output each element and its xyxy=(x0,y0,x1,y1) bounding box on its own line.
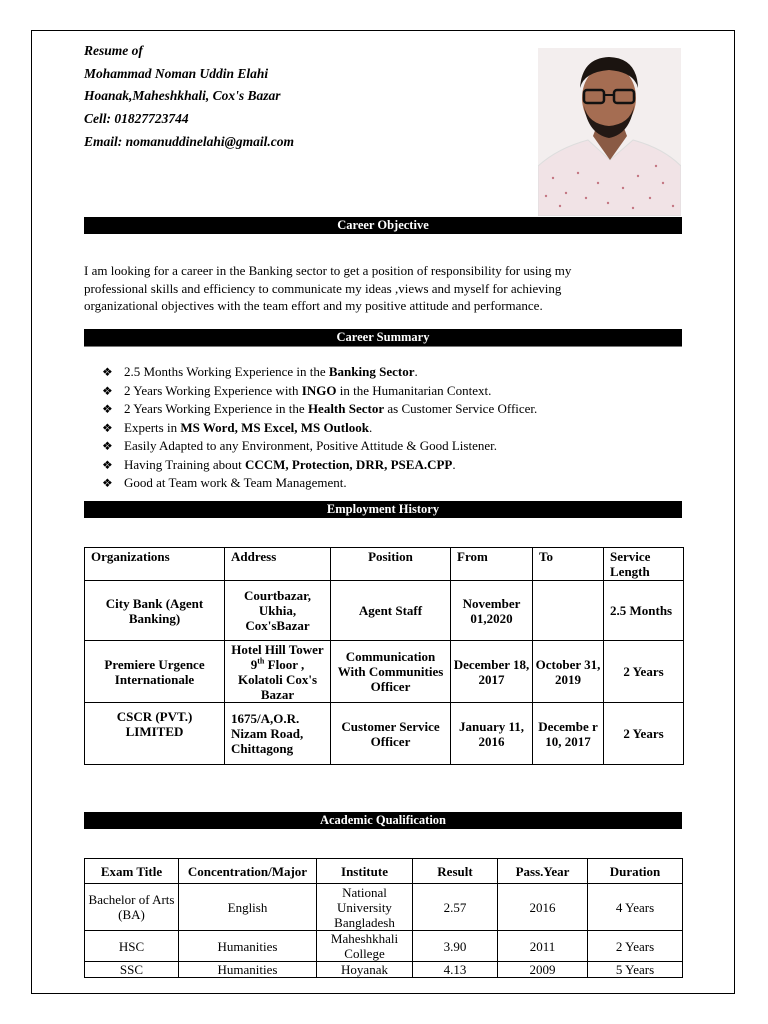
table-row xyxy=(85,962,683,978)
candidate-email: Email: nomanuddinelahi@gmail.com xyxy=(84,134,295,149)
objective-line: I am looking for a career in the Banking sector to get a position of responsibility for using my xyxy=(84,263,572,278)
diamond-bullet-icon: ❖ xyxy=(102,383,113,398)
career-summary-heading: Career Summary xyxy=(84,329,682,347)
objective-line: professional skills and efficiency to communicate my ideas ,views and myself for achieving xyxy=(84,280,562,296)
table-row xyxy=(85,703,684,765)
to-cell: Decembe r 10, 2017 xyxy=(533,703,604,765)
organization-cell: City Bank (Agent Banking) xyxy=(85,581,225,641)
career-objective-text xyxy=(84,262,684,315)
major-cell: Humanities xyxy=(179,931,317,962)
column-header: Exam Title xyxy=(85,859,179,884)
institute-cell: Hoyanak xyxy=(317,962,413,978)
column-header: Institute xyxy=(317,859,413,884)
organization-cell: CSCR (PVT.) LIMITED xyxy=(85,703,225,765)
position-cell: Communication With Communities Officer xyxy=(331,641,451,703)
address-cell: Courtbazar, Ukhia, Cox'sBazar xyxy=(225,581,331,641)
column-header: Address xyxy=(225,548,331,581)
column-header: Service Length xyxy=(604,548,684,581)
column-header: Duration xyxy=(588,859,683,884)
table-row xyxy=(85,581,684,641)
resume-of-label: Resume of xyxy=(84,43,143,58)
length-cell: 2.5 Months xyxy=(604,581,684,641)
diamond-bullet-icon: ❖ xyxy=(102,365,113,379)
duration-cell: 5 Years xyxy=(588,962,683,978)
summary-item: ❖ 2.5 Months Working Experience in the Banking Sector. xyxy=(102,363,537,382)
diamond-bullet-icon: ❖ xyxy=(102,439,113,453)
column-header: From xyxy=(451,548,533,581)
diamond-bullet-icon: ❖ xyxy=(102,476,113,490)
candidate-name: Mohammad Noman Uddin Elahi xyxy=(84,66,269,81)
major-cell: English xyxy=(179,884,317,931)
length-cell: 2 Years xyxy=(604,703,684,765)
year-cell: 2016 xyxy=(498,884,588,931)
column-header: Position xyxy=(331,548,451,581)
result-cell: 2.57 xyxy=(413,884,498,931)
diamond-bullet-icon: ❖ xyxy=(102,402,113,416)
exam-cell: Bachelor of Arts (BA) xyxy=(85,884,179,931)
summary-item: ❖ 2 Years Working Experience with INGO in the Humanitarian Context. xyxy=(102,382,537,401)
table-header-row xyxy=(85,548,684,581)
column-header: Concentration/Major xyxy=(179,859,317,884)
address-cell: 1675/A,O.R. Nizam Road, Chittagong xyxy=(225,703,331,765)
address-cell: Hotel Hill Tower 9th Floor , Kolatoli Cox's Bazar xyxy=(225,641,331,703)
position-cell: Agent Staff xyxy=(331,581,451,641)
summary-item: ❖ Experts in MS Word, MS Excel, MS Outlook. xyxy=(102,419,537,438)
employment-table xyxy=(84,547,684,765)
duration-cell: 4 Years xyxy=(588,884,683,931)
candidate-cell: Cell: 01827723744 xyxy=(84,111,189,126)
summary-item: ❖ 2 Years Working Experience in the Health Sector as Customer Service Officer. xyxy=(102,400,537,419)
column-header: Pass.Year xyxy=(498,859,588,884)
summary-item: ❖ Good at Team work & Team Management. xyxy=(102,474,537,493)
profile-photo xyxy=(538,48,681,216)
length-cell: 2 Years xyxy=(604,641,684,703)
from-cell: November 01,2020 xyxy=(451,581,533,641)
academic-table xyxy=(84,858,683,978)
year-cell: 2009 xyxy=(498,962,588,978)
diamond-bullet-icon: ❖ xyxy=(102,420,113,435)
table-header-row xyxy=(85,859,683,884)
objective-line: organizational objectives with the team effort and my positive attitude and performance. xyxy=(84,298,543,313)
column-header: Organizations xyxy=(85,548,225,581)
table-row xyxy=(85,641,684,703)
institute-cell: National University Bangladesh xyxy=(317,884,413,931)
institute-cell: Maheshkhali College xyxy=(317,931,413,962)
employment-history-heading: Employment History xyxy=(84,501,682,518)
column-header: Result xyxy=(413,859,498,884)
candidate-address: Hoanak,Maheshkhali, Cox's Bazar xyxy=(84,88,281,103)
career-objective-heading: Career Objective xyxy=(84,217,682,234)
duration-cell: 2 Years xyxy=(588,931,683,962)
position-cell: Customer Service Officer xyxy=(331,703,451,765)
table-row xyxy=(85,884,683,931)
diamond-bullet-icon: ❖ xyxy=(102,457,113,472)
organization-cell: Premiere Urgence Internationale xyxy=(85,641,225,703)
exam-cell: SSC xyxy=(85,962,179,978)
major-cell: Humanities xyxy=(179,962,317,978)
to-cell xyxy=(533,581,604,641)
career-summary-list xyxy=(102,363,537,493)
column-header: To xyxy=(533,548,604,581)
summary-item: ❖ Having Training about CCCM, Protection, DRR, PSEA.CPP. xyxy=(102,456,537,475)
result-cell: 4.13 xyxy=(413,962,498,978)
to-cell: October 31, 2019 xyxy=(533,641,604,703)
summary-item: ❖ Easily Adapted to any Environment, Positive Attitude & Good Listener. xyxy=(102,437,537,456)
from-cell: January 11, 2016 xyxy=(451,703,533,765)
exam-cell: HSC xyxy=(85,931,179,962)
year-cell: 2011 xyxy=(498,931,588,962)
result-cell: 3.90 xyxy=(413,931,498,962)
from-cell: December 18, 2017 xyxy=(451,641,533,703)
academic-qualification-heading: Academic Qualification xyxy=(84,812,682,829)
table-row xyxy=(85,931,683,962)
